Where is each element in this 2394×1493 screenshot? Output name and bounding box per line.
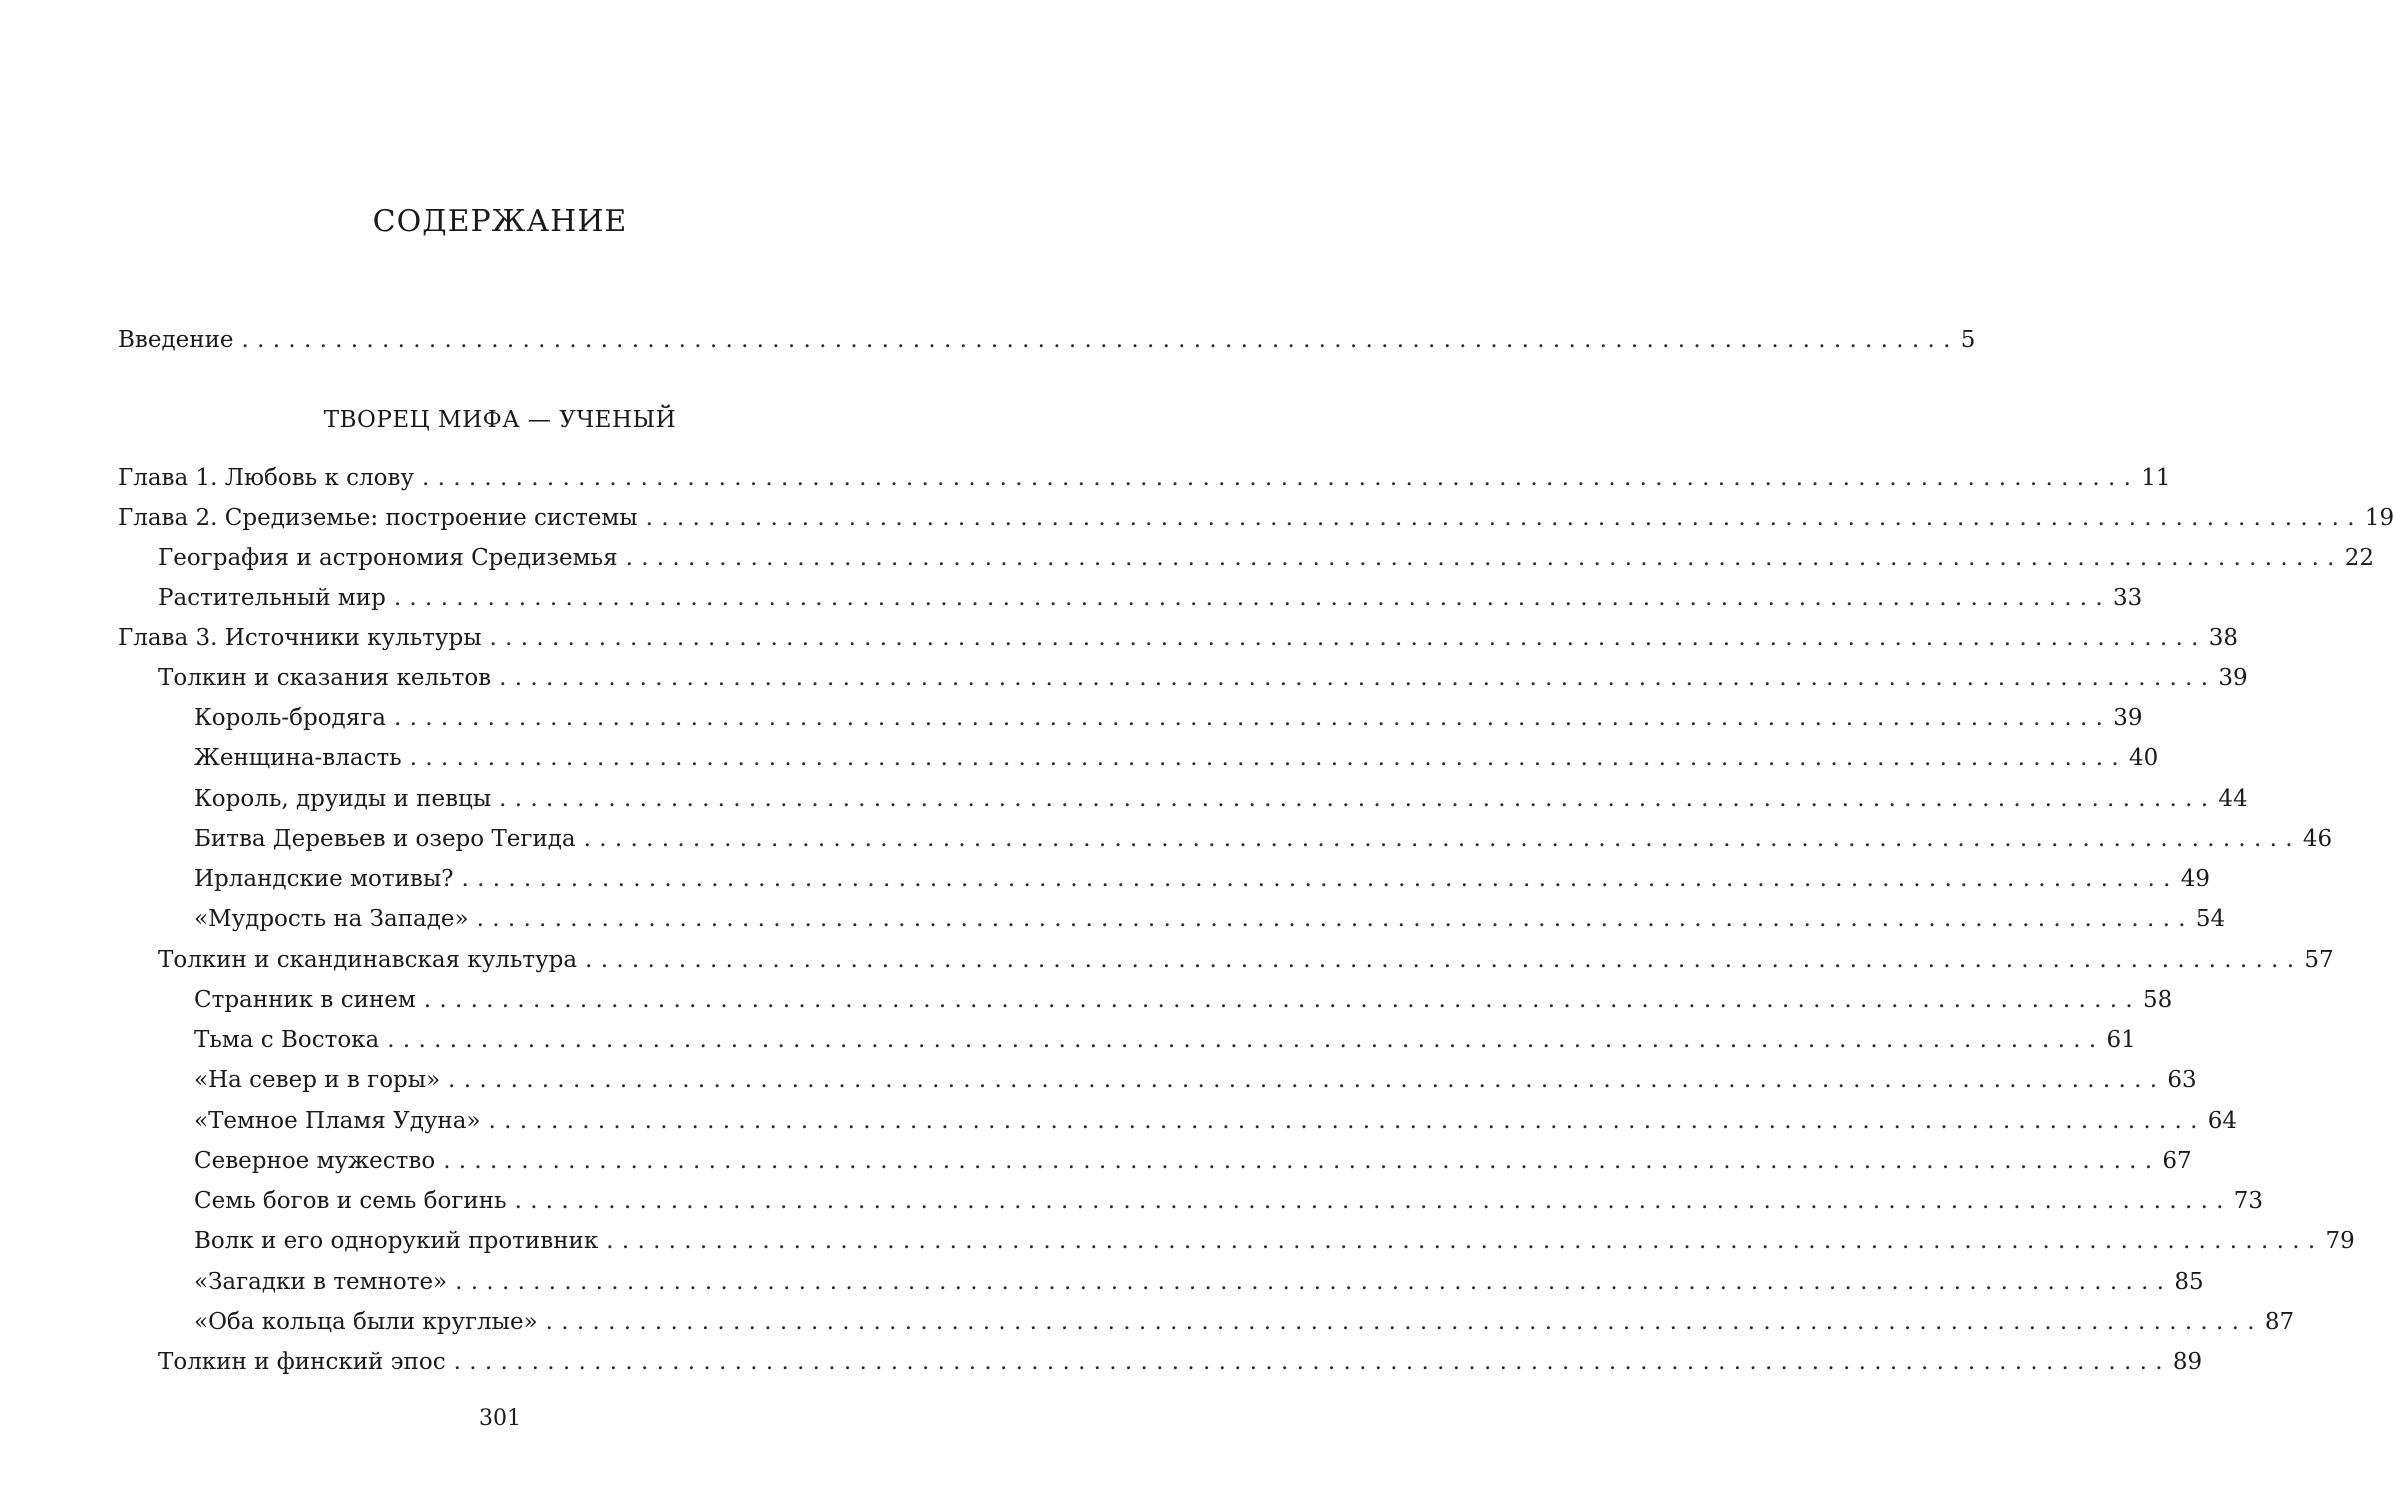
dot-leader: .............................................................................................................. bbox=[545, 1309, 2263, 1335]
toc-entry-label: Глава 1. Любовь к слову bbox=[118, 465, 414, 491]
toc-entry bbox=[158, 660, 2248, 696]
toc-entry bbox=[158, 540, 2375, 576]
dot-leader: .............................................................................................................. bbox=[489, 625, 2207, 651]
dot-leader: .............................................................................................................. bbox=[387, 1027, 2105, 1053]
toc-entry bbox=[158, 580, 2143, 616]
toc-entry-label: Растительный мир bbox=[158, 585, 386, 611]
dot-leader: .............................................................................................................. bbox=[453, 1349, 2171, 1375]
dot-leader: .............................................................................................................. bbox=[499, 786, 2217, 812]
toc-entry bbox=[194, 700, 2143, 736]
toc-entry bbox=[118, 620, 2238, 656]
toc-entry bbox=[158, 942, 2334, 978]
toc-entry-label: Тьма с Востока bbox=[194, 1027, 380, 1053]
dot-leader: .............................................................................................................. bbox=[583, 826, 2301, 852]
dot-leader: .............................................................................................................. bbox=[488, 1108, 2206, 1134]
toc-entry bbox=[158, 1344, 2203, 1380]
dot-leader: .............................................................................................................. bbox=[409, 745, 2127, 771]
toc-entry-page: 49 bbox=[2180, 866, 2210, 892]
toc-entry-page: 73 bbox=[2233, 1188, 2264, 1214]
toc-entry-page: 63 bbox=[2167, 1067, 2197, 1093]
toc-entry-label: Толкин и скандинавская культура bbox=[158, 947, 578, 973]
section-heading: ТВОРЕЦ МИФА — УЧЕНЫЙ bbox=[323, 407, 677, 433]
toc-entry-label: Толкин и финский эпос bbox=[158, 1349, 446, 1375]
dot-leader: .............................................................................................................. bbox=[421, 465, 2140, 491]
toc-entry bbox=[194, 1022, 2136, 1058]
toc-entry bbox=[194, 1103, 2238, 1139]
dot-leader: .............................................................................................................. bbox=[645, 505, 2363, 531]
toc-entry-page: 89 bbox=[2172, 1349, 2203, 1375]
dot-leader: .............................................................................................................. bbox=[461, 866, 2179, 892]
toc-entry-label: Введение bbox=[118, 327, 234, 353]
toc-entry bbox=[194, 1183, 2264, 1219]
toc-entry-label: «Оба кольца были круглые» bbox=[194, 1309, 538, 1335]
toc-entry-label: «На север и в горы» bbox=[194, 1067, 441, 1093]
toc-entry bbox=[194, 861, 2210, 897]
toc-entry-label: Женщина-власть bbox=[194, 745, 402, 771]
page-number: 301 bbox=[479, 1406, 521, 1431]
dot-leader: .............................................................................................................. bbox=[499, 665, 2217, 691]
toc-entry-page: 46 bbox=[2302, 826, 2333, 852]
toc-entry-page: 33 bbox=[2113, 585, 2143, 611]
toc-entry-page: 22 bbox=[2344, 545, 2375, 571]
dot-leader: .............................................................................................................. bbox=[455, 1269, 2173, 1295]
toc-entry bbox=[194, 982, 2173, 1018]
toc-entry-label: Семь богов и семь богинь bbox=[194, 1188, 507, 1214]
toc-entry-page: 87 bbox=[2264, 1309, 2295, 1335]
toc-entry-label: Волк и его однорукий противник bbox=[194, 1228, 599, 1254]
toc-entry-page: 38 bbox=[2208, 625, 2238, 651]
toc-entry-page: 44 bbox=[2218, 786, 2248, 812]
toc-entry bbox=[194, 1304, 2295, 1340]
toc-entry bbox=[194, 1062, 2197, 1098]
toc-entry-page: 64 bbox=[2207, 1108, 2238, 1134]
toc-entry bbox=[118, 460, 2171, 496]
toc-entry-page: 67 bbox=[2162, 1148, 2192, 1174]
toc-entry-label: «Темное Пламя Удуна» bbox=[194, 1108, 481, 1134]
toc-entry bbox=[194, 781, 2248, 817]
toc-entry-label: Странник в синем bbox=[194, 987, 416, 1013]
toc-entry-label: Глава 2. Средиземье: построение системы bbox=[118, 505, 638, 531]
toc-entry-label: «Загадки в темноте» bbox=[194, 1269, 448, 1295]
toc-entry-page: 40 bbox=[2128, 745, 2159, 771]
table-of-contents-section bbox=[118, 0, 2394, 1493]
toc-entry bbox=[194, 901, 2226, 937]
toc-entry-page: 57 bbox=[2304, 947, 2334, 973]
toc-entry bbox=[194, 821, 2333, 857]
toc-entry-page: 5 bbox=[1960, 327, 1976, 353]
toc-entry-label: География и астрономия Средиземья bbox=[158, 545, 618, 571]
toc-entry-label: Король-бродяга bbox=[194, 705, 386, 731]
dot-leader: .............................................................................................................. bbox=[393, 705, 2112, 731]
toc-entry bbox=[194, 740, 2159, 776]
dot-leader: .............................................................................................................. bbox=[423, 987, 2141, 1013]
toc-entry-page: 19 bbox=[2364, 505, 2394, 531]
toc-entry-page: 11 bbox=[2141, 465, 2171, 491]
dot-leader: .............................................................................................................. bbox=[443, 1148, 2161, 1174]
toc-entry-page: 61 bbox=[2106, 1027, 2136, 1053]
toc-entry-page: 54 bbox=[2195, 906, 2226, 932]
toc-entry-label: Битва Деревьев и озеро Тегида bbox=[194, 826, 576, 852]
toc-entry-label: Глава 3. Источники культуры bbox=[118, 625, 482, 651]
page-title: СОДЕРЖАНИЕ bbox=[372, 204, 628, 239]
toc-entry-page: 85 bbox=[2174, 1269, 2204, 1295]
dot-leader: .............................................................................................................. bbox=[625, 545, 2343, 571]
dot-leader: .............................................................................................................. bbox=[514, 1188, 2232, 1214]
toc-entry-label: «Мудрость на Западе» bbox=[194, 906, 469, 932]
toc-entry bbox=[194, 1264, 2204, 1300]
dot-leader: .............................................................................................................. bbox=[393, 585, 2112, 611]
toc-entry-page: 39 bbox=[2218, 665, 2248, 691]
toc-entry-label: Король, друиды и певцы bbox=[194, 786, 492, 812]
toc-entry-label: Толкин и сказания кельтов bbox=[158, 665, 492, 691]
toc-entry-page: 58 bbox=[2142, 987, 2173, 1013]
toc-entry bbox=[194, 1143, 2192, 1179]
dot-leader: .............................................................................................................. bbox=[606, 1228, 2324, 1254]
toc-entry-label: Ирландские мотивы? bbox=[194, 866, 454, 892]
toc-entry bbox=[194, 1223, 2355, 1259]
dot-leader: .............................................................................................................. bbox=[476, 906, 2194, 932]
toc-entry-label: Северное мужество bbox=[194, 1148, 436, 1174]
toc-entry bbox=[118, 500, 2394, 536]
toc-entry-page: 79 bbox=[2325, 1228, 2355, 1254]
dot-leader: .............................................................................................................. bbox=[585, 947, 2303, 973]
dot-leader: .............................................................................................................. bbox=[241, 327, 1959, 353]
toc-entry-page: 39 bbox=[2113, 705, 2143, 731]
dot-leader: .............................................................................................................. bbox=[448, 1067, 2166, 1093]
